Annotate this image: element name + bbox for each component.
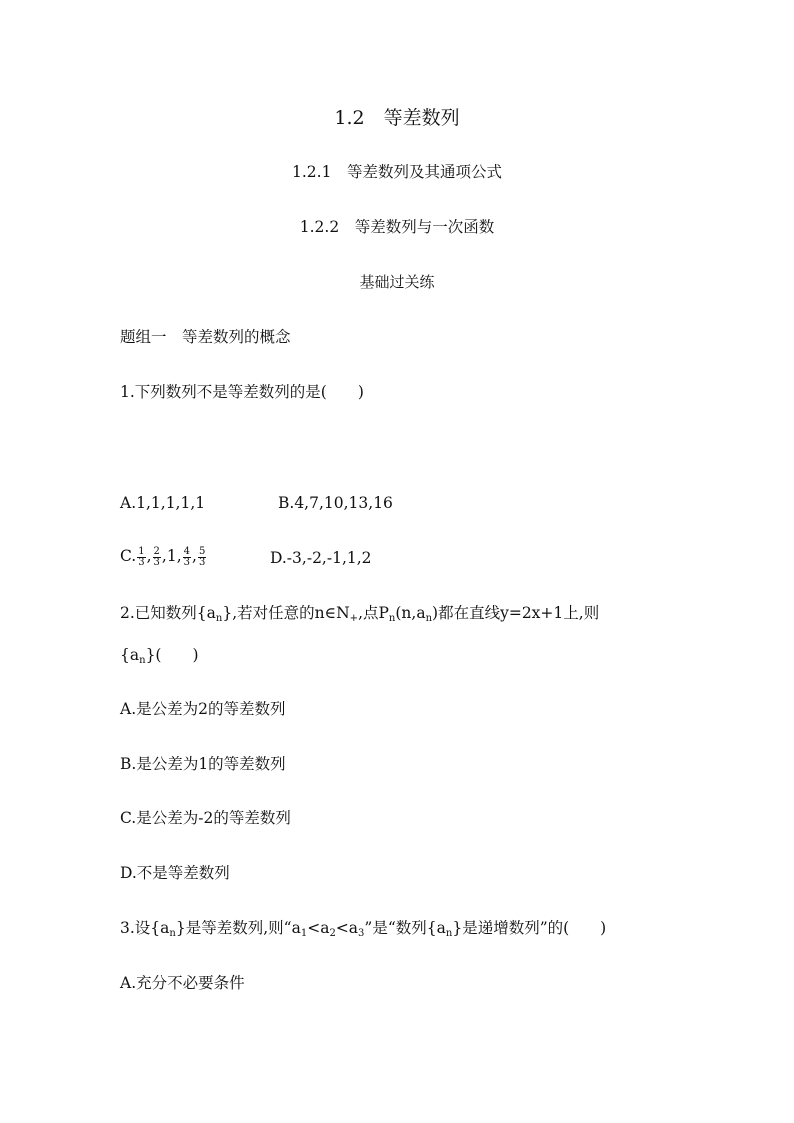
fraction-4-denominator: 3 [198, 556, 206, 568]
q3-text-2: }是等差数列,则“a [175, 919, 301, 937]
section-heading: 基础过关练 [359, 273, 435, 291]
q3-sub-1: n [169, 928, 176, 939]
option-c-separator-1: , [146, 547, 152, 565]
q2-text-3: ,点P [358, 604, 389, 622]
q2-sub-3: n [388, 613, 396, 624]
q3-text-5: ”是“数列{a [364, 919, 446, 937]
option-c-separator-2: , [192, 547, 197, 565]
question-1-option-a: A.1,1,1,1,1 [120, 494, 206, 512]
q2-sub-1: n [215, 613, 223, 624]
page-title: 1.2 等差数列 [334, 107, 460, 129]
fraction-4 [198, 547, 206, 568]
q3-text-6: }是递增数列”的( ) [452, 919, 607, 937]
question-1-option-c [120, 546, 207, 568]
q2-text-1: 2.已知数列{a [120, 604, 216, 622]
question-1-option-b: B.4,7,10,13,16 [278, 494, 393, 512]
subtitle-1-2-1: 1.2.1 等差数列及其通项公式 [292, 163, 502, 181]
fraction-4-numerator: 5 [198, 545, 206, 557]
fraction-1 [137, 547, 145, 568]
q2-line2-sub: n [139, 655, 146, 666]
q2-text-4: (n,a [395, 604, 426, 622]
q3-sub-3: 2 [329, 928, 336, 939]
q2-sub-4: n [425, 613, 433, 624]
question-3-stem [120, 918, 606, 938]
q3-sub-5: n [445, 928, 453, 939]
q2-text-5: )都在直线y=2x+1上,则 [432, 604, 600, 622]
q3-text-4: <a [335, 919, 359, 937]
fraction-3-numerator: 4 [183, 545, 191, 557]
fraction-3-denominator: 3 [183, 556, 191, 568]
q2-line2-text-1: {a [120, 646, 140, 664]
question-2-stem-line-2 [120, 645, 199, 665]
question-2-option-c: C.是公差为-2的等差数列 [120, 809, 291, 827]
option-c-middle: ,1, [161, 547, 182, 565]
question-1-option-d: D.-3,-2,-1,1,2 [270, 549, 372, 567]
subtitle-1-2-2: 1.2.2 等差数列与一次函数 [299, 218, 495, 236]
q2-line2-text-2: }( ) [145, 646, 199, 664]
fraction-2-denominator: 3 [153, 556, 160, 568]
q3-sub-2: 1 [300, 928, 308, 939]
question-2-option-d: D.不是等差数列 [120, 864, 230, 882]
question-1-stem: 1.下列数列不是等差数列的是( ) [120, 383, 364, 401]
fraction-2-numerator: 2 [153, 545, 160, 557]
question-3-option-a: A.充分不必要条件 [120, 974, 245, 992]
fraction-2 [153, 547, 161, 568]
question-2-stem-line-1 [120, 603, 599, 623]
option-c-prefix: C. [120, 547, 137, 565]
q3-text-1: 3.设{a [120, 919, 170, 937]
question-2-option-a: A.是公差为2的等差数列 [120, 700, 286, 718]
q2-text-2: },若对任意的n∈N [222, 604, 350, 622]
fraction-1-denominator: 3 [138, 556, 145, 568]
q2-sub-2: + [349, 613, 359, 624]
question-2-option-b: B.是公差为1的等差数列 [120, 755, 286, 773]
question-group-heading: 题组一 等差数列的概念 [120, 328, 291, 346]
q3-text-3: <a [307, 919, 330, 937]
fraction-3 [183, 547, 191, 568]
q3-sub-4: 3 [358, 928, 365, 939]
fraction-1-numerator: 1 [138, 545, 145, 557]
